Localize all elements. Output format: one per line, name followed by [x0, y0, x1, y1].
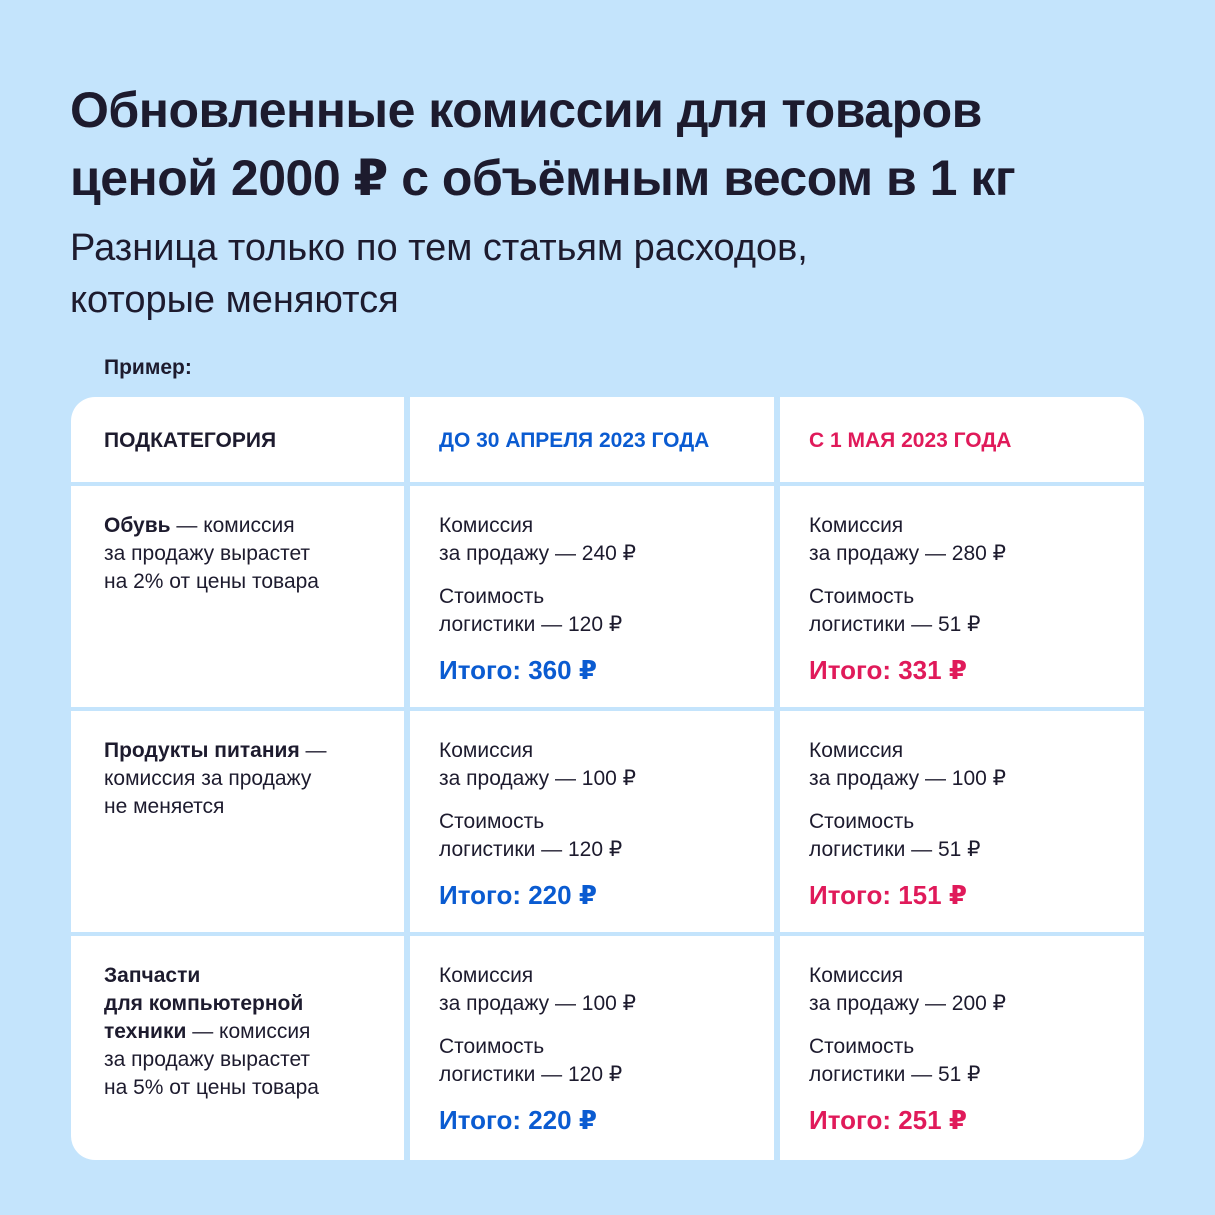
- row-1-category-bold: Обувь: [104, 514, 171, 537]
- commission-value: за продажу — 240 ₽: [439, 542, 637, 565]
- logistics-value: логистики — 120 ₽: [439, 838, 623, 861]
- commission-label: Комиссия: [809, 964, 904, 987]
- row-1-after: [780, 486, 1144, 707]
- row-3-category: [71, 936, 404, 1160]
- page-subtitle: [70, 222, 1170, 326]
- title-line-2: ценой 2000 ₽ с объёмным весом в 1 кг: [70, 150, 1016, 206]
- logistics-label: Стоимость: [439, 585, 545, 608]
- row-3-category-rest: — комиссия: [186, 1020, 311, 1043]
- logistics-value: логистики — 51 ₽: [809, 613, 981, 636]
- row-1-category-line: за продажу вырастет: [104, 542, 311, 565]
- commission-value: за продажу — 100 ₽: [439, 992, 637, 1015]
- row-2-category-rest: —: [299, 739, 327, 762]
- row-3-after: [780, 936, 1144, 1160]
- subtitle-line-2: которые меняются: [70, 279, 399, 321]
- logistics-value: логистики — 120 ₽: [439, 613, 623, 636]
- commission-label: Комиссия: [439, 514, 534, 537]
- total-after: Итого: 151 ₽: [809, 880, 967, 910]
- row-3-category-line: на 5% от цены товара: [104, 1076, 319, 1099]
- example-label: Пример:: [104, 356, 192, 379]
- row-2-after: [780, 711, 1144, 932]
- logistics-value: логистики — 120 ₽: [439, 1063, 623, 1086]
- logistics-label: Стоимость: [809, 1035, 915, 1058]
- row-1-category: [71, 486, 404, 707]
- title-line-1: Обновленные комиссии для товаров: [70, 82, 982, 138]
- row-2-category: [71, 711, 404, 932]
- logistics-label: Стоимость: [809, 810, 915, 833]
- commission-value: за продажу — 100 ₽: [809, 767, 1007, 790]
- commission-value: за продажу — 200 ₽: [809, 992, 1007, 1015]
- commission-value: за продажу — 280 ₽: [809, 542, 1007, 565]
- row-2-category-line: комиссия за продажу: [104, 767, 312, 790]
- logistics-value: логистики — 51 ₽: [809, 1063, 981, 1086]
- logistics-label: Стоимость: [439, 1035, 545, 1058]
- commission-label: Комиссия: [809, 739, 904, 762]
- header-after: С 1 МАЯ 2023 ГОДА: [780, 397, 1144, 482]
- header-category: ПОДКАТЕГОРИЯ: [71, 397, 404, 482]
- commission-label: Комиссия: [809, 514, 904, 537]
- total-after: Итого: 251 ₽: [809, 1105, 967, 1135]
- logistics-label: Стоимость: [439, 810, 545, 833]
- row-3-before: [410, 936, 774, 1160]
- row-1-before: [410, 486, 774, 707]
- header-before: ДО 30 АПРЕЛЯ 2023 ГОДА: [410, 397, 774, 482]
- logistics-label: Стоимость: [809, 585, 915, 608]
- row-2-category-bold: Продукты питания: [104, 739, 300, 762]
- commission-table: [71, 397, 1144, 1160]
- total-before: Итого: 220 ₽: [439, 880, 597, 910]
- row-3-category-bold: для компьютерной: [104, 992, 304, 1015]
- row-1-category-rest: — комиссия: [170, 514, 295, 537]
- logistics-value: логистики — 51 ₽: [809, 838, 981, 861]
- row-1-category-line: на 2% от цены товара: [104, 570, 319, 593]
- row-3-category-bold: техники: [104, 1020, 187, 1043]
- total-before: Итого: 220 ₽: [439, 1105, 597, 1135]
- total-before: Итого: 360 ₽: [439, 655, 597, 685]
- subtitle-line-1: Разница только по тем статьям расходов,: [70, 227, 808, 269]
- row-2-category-line: не меняется: [104, 795, 225, 818]
- row-2-before: [410, 711, 774, 932]
- commission-label: Комиссия: [439, 964, 534, 987]
- page-title: [70, 76, 1170, 212]
- row-3-category-line: за продажу вырастет: [104, 1048, 311, 1071]
- row-3-category-bold: Запчасти: [104, 964, 201, 987]
- commission-label: Комиссия: [439, 739, 534, 762]
- commission-value: за продажу — 100 ₽: [439, 767, 637, 790]
- total-after: Итого: 331 ₽: [809, 655, 967, 685]
